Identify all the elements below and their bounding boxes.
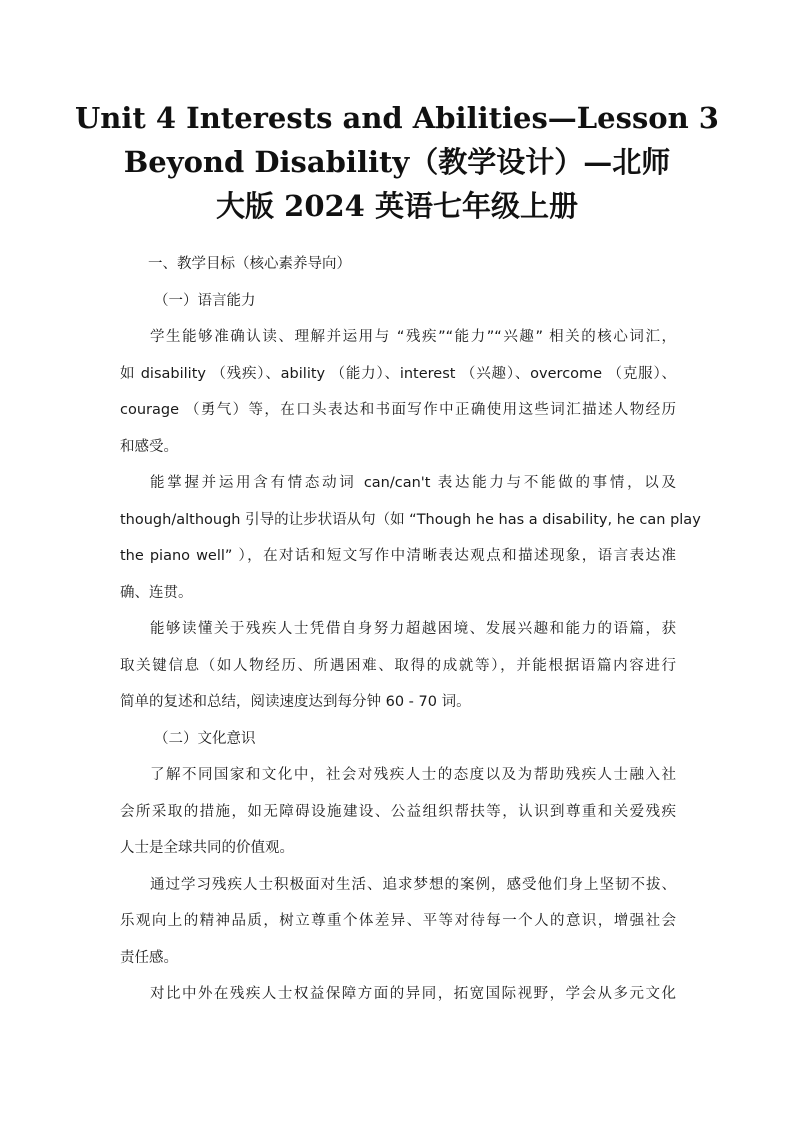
paragraph-line: 通过学习残疾人士积极面对生活、追求梦想的案例，感受他们身上坚韧不拔、: [150, 876, 676, 893]
paragraph-line: 学生能够准确认读、理解并运用与 “残疾”“能力”“兴趣” 相关的核心词汇，: [150, 329, 676, 345]
title-line-2: Beyond Disability（教学设计）—北师: [123, 145, 671, 179]
paragraph-line: 了解不同国家和文化中，社会对残疾人士的态度以及为帮助残疾人士融入社: [150, 767, 676, 783]
title-line-3: 大版 2024 英语七年级上册: [216, 189, 578, 223]
paragraph-line: 会所采取的措施，如无障碍设施建设、公益组织帮扶等，认识到尊重和关爱残疾: [120, 803, 676, 820]
paragraph-line: 能掌握并运用含有情态动词 can/can't 表达能力与不能做的事情，以及: [150, 475, 676, 491]
paragraph-line: 能够读懂关于残疾人士凭借自身努力超越困境、发展兴趣和能力的语篇，获: [150, 621, 676, 637]
document-title: [60, 96, 734, 228]
paragraph-culture-spirit: [120, 867, 676, 977]
subheading-language-ability: （一）语言能力: [154, 292, 256, 309]
paragraph-line: 和感受。: [120, 438, 178, 455]
section-heading-objectives: 一、教学目标（核心素养导向）: [148, 256, 351, 272]
paragraph-line: 乐观向上的精神品质，树立尊重个体差异、平等对待每一个人的意识，增强社会: [120, 913, 676, 929]
paragraph-reading: [120, 611, 676, 721]
paragraph-line: though/although 引导的让步状语从句（如 “Though he has a disability, he can play: [120, 511, 701, 528]
paragraph-vocabulary: [120, 319, 676, 465]
subheading-cultural-awareness: （二）文化意识: [154, 730, 256, 747]
paragraph-culture-comparison: [120, 976, 676, 1013]
paragraph-line: 如 disability （残疾）、ability （能力）、interest （兴趣）、overcome （克服）、: [120, 365, 676, 382]
paragraph-line: the piano well” ），在对话和短文写作中清晰表达观点和描述现象，语言表达准: [120, 548, 676, 564]
paragraph-grammar: [120, 465, 701, 611]
paragraph-line: 简单的复述和总结，阅读速度达到每分钟 60 - 70 词。: [120, 694, 471, 710]
paragraph-line: 人士是全球共同的价值观。: [120, 840, 294, 856]
paragraph-culture-attitudes: [120, 757, 676, 867]
paragraph-line: 确、连贯。: [120, 584, 193, 601]
document-body: [120, 246, 701, 1013]
paragraph-line: courage （勇气）等，在口头表达和书面写作中正确使用这些词汇描述人物经历: [120, 402, 676, 418]
title-line-1: Unit 4 Interests and Abilities—Lesson 3: [75, 101, 719, 135]
paragraph-line: 对比中外在残疾人士权益保障方面的异同，拓宽国际视野，学会从多元文化: [150, 986, 676, 1002]
paragraph-line: 责任感。: [120, 949, 178, 966]
paragraph-line: 取关键信息（如人物经历、所遇困难、取得的成就等），并能根据语篇内容进行: [120, 657, 676, 674]
